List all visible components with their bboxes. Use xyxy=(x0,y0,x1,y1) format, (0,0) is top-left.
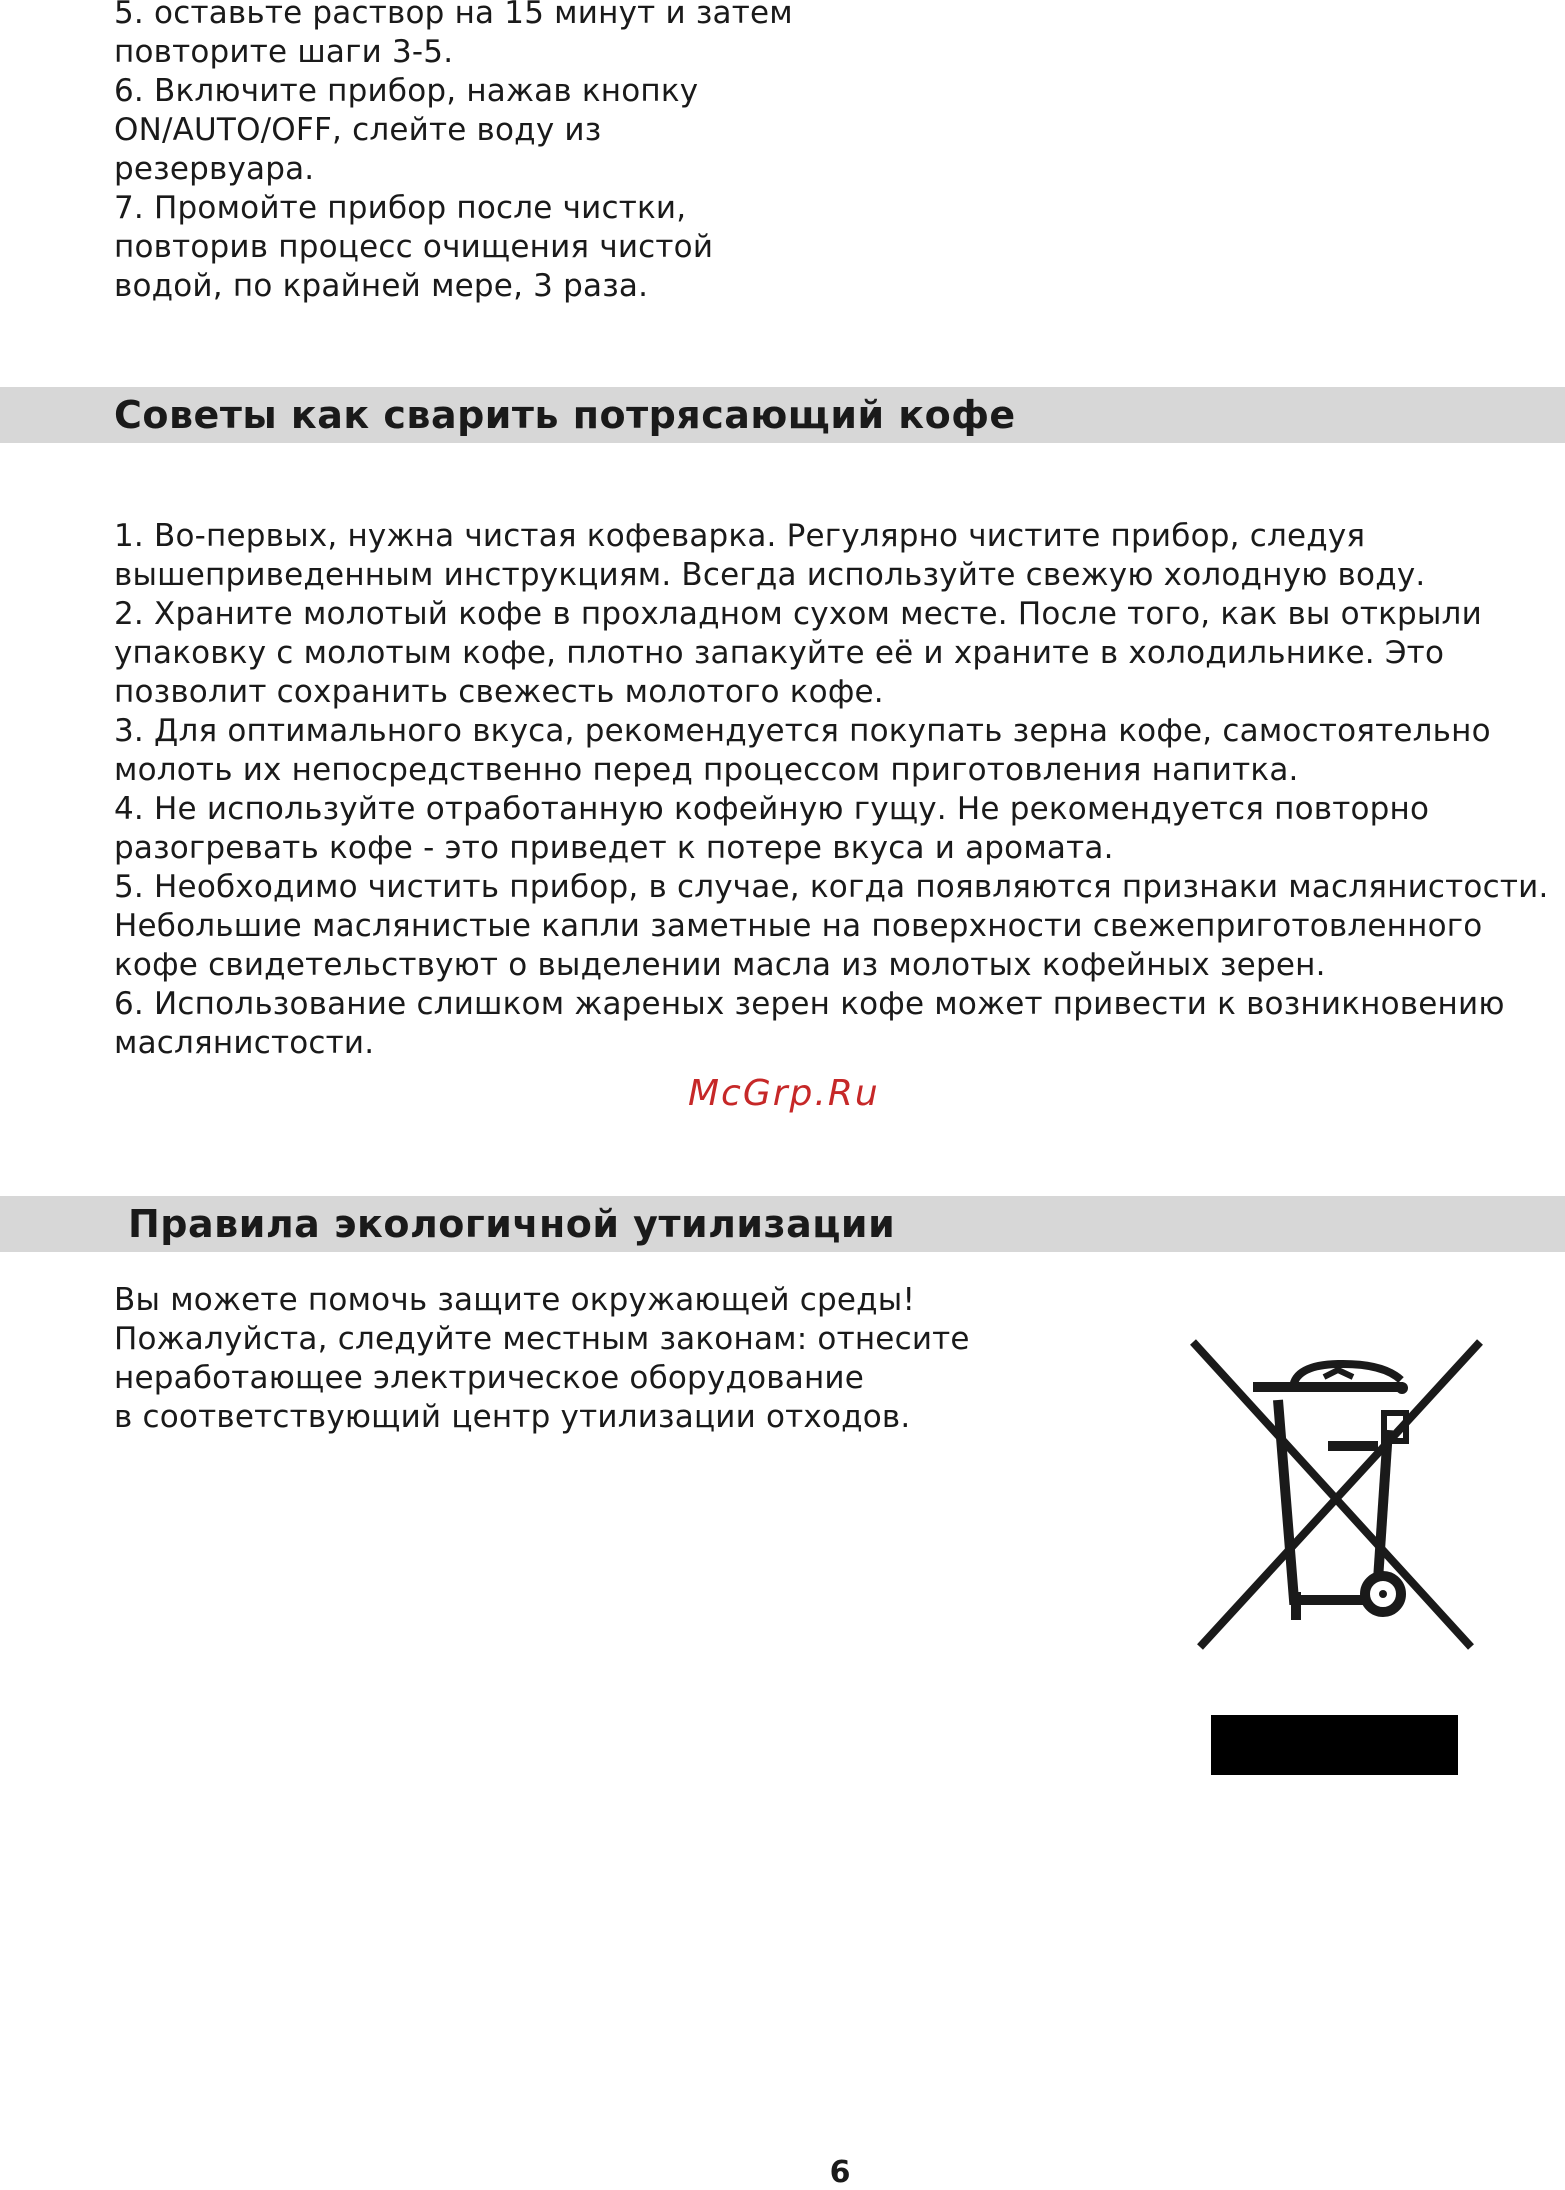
coffee-tip-line: маслянистости. xyxy=(114,1025,375,1061)
coffee-tip-line: вышеприведенным инструкциям. Всегда используйте свежую холодную воду. xyxy=(114,557,1426,593)
top-step-line: 7. Промойте прибор после чистки, xyxy=(114,190,687,226)
watermark: McGrp.Ru xyxy=(688,1073,880,1114)
coffee-tip-line: 3. Для оптимального вкуса, рекомендуется покупать зерна кофе, самостоятельно xyxy=(114,713,1491,749)
coffee-tip-line: 4. Не используйте отработанную кофейную гущу. Не рекомендуется повторно xyxy=(114,791,1430,827)
eco-heading: Правила экологичной утилизации xyxy=(128,1202,896,1246)
page-number: 6 xyxy=(829,2155,851,2190)
top-step-line: 5. оставьте раствор на 15 минут и затем xyxy=(114,0,793,31)
coffee-tip-line: упаковку с молотым кофе, плотно запакуйте её и храните в холодильнике. Это xyxy=(114,635,1445,671)
coffee-tip-line: Небольшие маслянистые капли заметные на поверхности свежеприготовленного xyxy=(114,908,1483,944)
top-step-line: повторив процесс очищения чистой xyxy=(114,229,714,265)
top-step-line: 6. Включите прибор, нажав кнопку xyxy=(114,73,699,109)
eco-line: Вы можете помочь защите окружающей среды! xyxy=(114,1282,916,1318)
coffee-tip-line: молоть их непосредственно перед процессом приготовления напитка. xyxy=(114,752,1299,788)
crossed-out-wheelie-bin-icon xyxy=(1188,1330,1488,1656)
coffee-tip-line: 2. Храните молотый кофе в прохладном сухом месте. После того, как вы открыли xyxy=(114,596,1482,632)
top-step-line: ON/AUTO/OFF, слейте воду из xyxy=(114,112,602,148)
coffee-tip-line: разогревать кофе - это приведет к потере вкуса и аромата. xyxy=(114,830,1114,866)
top-step-line: резервуара. xyxy=(114,151,315,187)
coffee-tips-heading: Советы как сварить потрясающий кофе xyxy=(114,393,1016,437)
coffee-tip-line: 5. Необходимо чистить прибор, в случае, когда появляются признаки маслянистости. xyxy=(114,869,1549,905)
coffee-tip-line: кофе свидетельствуют о выделении масла из молотых кофейных зерен. xyxy=(114,947,1326,983)
weee-underline-bar xyxy=(1211,1715,1458,1775)
top-step-line: повторите шаги 3-5. xyxy=(114,34,454,70)
coffee-tip-line: 1. Во-первых, нужна чистая кофеварка. Регулярно чистите прибор, следуя xyxy=(114,518,1366,554)
eco-line: неработающее электрическое оборудование xyxy=(114,1360,865,1396)
coffee-tip-line: позволит сохранить свежесть молотого кофе. xyxy=(114,674,884,710)
eco-line: Пожалуйста, следуйте местным законам: отнесите xyxy=(114,1321,970,1357)
eco-line: в соответствующий центр утилизации отходов. xyxy=(114,1399,911,1435)
coffee-tip-line: 6. Использование слишком жареных зерен кофе может привести к возникновению xyxy=(114,986,1505,1022)
top-step-line: водой, по крайней мере, 3 раза. xyxy=(114,268,649,304)
